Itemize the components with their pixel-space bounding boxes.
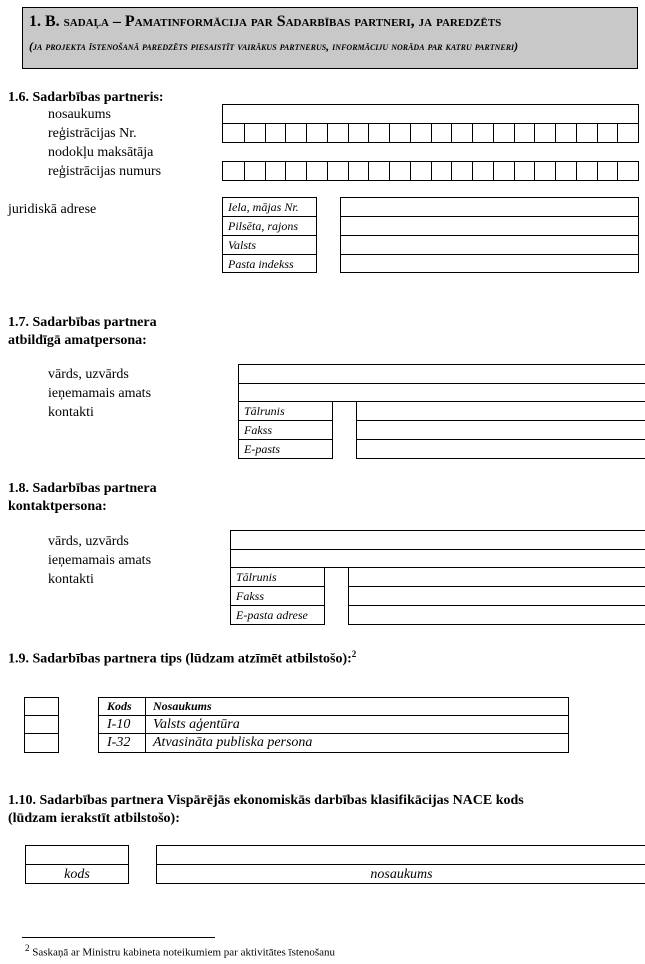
partner-name-field[interactable] xyxy=(222,104,639,124)
char-cell-divider xyxy=(348,124,349,142)
contact-person-labels xyxy=(230,567,325,625)
official-contact-labels xyxy=(238,401,333,459)
contact-person-fields[interactable] xyxy=(348,567,645,625)
table-row xyxy=(99,716,568,734)
char-cell-divider xyxy=(285,124,286,142)
char-cell-divider xyxy=(410,162,411,180)
char-cell-divider xyxy=(285,162,286,180)
char-cell-divider xyxy=(576,162,577,180)
heading-1-10-line2: (lūdzam ierakstīt atbilstošo): xyxy=(8,811,180,826)
label-tax-2: reģistrācijas numurs xyxy=(48,164,162,179)
heading-1-7-line2: atbildīgā amatpersona: xyxy=(8,333,147,348)
address-fields[interactable] xyxy=(340,197,639,273)
label-reg-number: reģistrācijas Nr. xyxy=(48,126,137,141)
col-name-header: Nosaukums xyxy=(153,699,212,713)
char-cell-divider xyxy=(389,124,390,142)
label-tax-1: nodokļu maksātāja xyxy=(48,145,154,160)
section-subtitle: (ja projekta īstenošanā paredzēts piesaistīt vairākus partnerus, informāciju norāda par katru partneri) xyxy=(29,39,519,53)
char-cell-divider xyxy=(265,162,266,180)
address-city-label: Pilsēta, rajons xyxy=(228,219,299,233)
official-name-field[interactable] xyxy=(238,383,645,384)
type-checkbox-i32[interactable] xyxy=(25,734,58,752)
footnote-number: 2 xyxy=(25,943,30,953)
contact-phone-field[interactable] xyxy=(349,568,645,587)
char-cell-divider xyxy=(555,162,556,180)
label-contact-position: ieņemamais amats xyxy=(48,553,152,568)
char-cell-divider xyxy=(597,162,598,180)
address-labels-table xyxy=(222,197,317,273)
char-cell-divider xyxy=(368,162,369,180)
char-cell-divider xyxy=(514,162,515,180)
char-cell-divider xyxy=(472,162,473,180)
heading-1-8-line1: 1.8. Sadarbības partnera xyxy=(8,481,157,496)
heading-1-10-line1: 1.10. Sadarbības partnera Vispārējās ekonomiskās darbības klasifikācijas NACE kods xyxy=(8,793,524,808)
char-cell-divider xyxy=(597,124,598,142)
label-contact-name: vārds, uzvārds xyxy=(48,534,129,549)
char-cell-divider xyxy=(555,124,556,142)
type-name: Atvasināta publiska persona xyxy=(153,735,313,750)
char-cell-divider xyxy=(244,162,245,180)
char-cell-divider xyxy=(244,124,245,142)
section-header xyxy=(22,7,638,69)
partner-type-table xyxy=(98,697,569,753)
contact-fax-label: Fakss xyxy=(236,589,264,603)
char-cell-divider xyxy=(514,124,515,142)
address-street-label: Iela, mājas Nr. xyxy=(228,200,299,214)
nace-code-label: kods xyxy=(64,867,90,882)
address-city-field[interactable] xyxy=(341,217,638,236)
official-email-label: E-pasts xyxy=(244,442,280,456)
nace-name-field[interactable] xyxy=(157,846,645,865)
type-code: I-10 xyxy=(107,717,131,732)
char-cell-divider xyxy=(431,162,432,180)
reg-number-field[interactable] xyxy=(222,123,639,143)
char-cell-divider xyxy=(617,124,618,142)
footnote-ref: 2 xyxy=(351,649,357,659)
type-checkbox-header xyxy=(25,698,58,716)
official-phone-field[interactable] xyxy=(357,402,645,421)
char-cell-divider xyxy=(368,124,369,142)
official-phone-label: Tālrunis xyxy=(244,404,285,418)
nace-code-box xyxy=(25,845,129,884)
type-code: I-32 xyxy=(107,735,131,750)
address-street-field[interactable] xyxy=(341,198,638,217)
char-cell-divider xyxy=(451,162,452,180)
label-legal-address: juridiskā adrese xyxy=(8,202,97,217)
nace-code-field[interactable] xyxy=(26,846,128,865)
char-cell-divider xyxy=(534,162,535,180)
footnote xyxy=(25,943,335,959)
heading-1-8-line2: kontaktpersona: xyxy=(8,499,107,514)
contact-name-field[interactable] xyxy=(230,549,645,550)
nace-name-box xyxy=(156,845,645,884)
tax-number-field[interactable] xyxy=(222,161,639,181)
contact-phone-label: Tālrunis xyxy=(236,570,277,584)
char-cell-divider xyxy=(327,124,328,142)
contact-email-label: E-pasta adrese xyxy=(236,608,308,622)
char-cell-divider xyxy=(451,124,452,142)
char-cell-divider xyxy=(348,162,349,180)
section-title: 1. B. sadaļa – Pamatinformācija par Sadarbības partneri, ja paredzēts xyxy=(29,13,502,30)
char-cell-divider xyxy=(576,124,577,142)
official-fax-field[interactable] xyxy=(357,421,645,440)
label-partner-name: nosaukums xyxy=(48,107,111,122)
address-country-label: Valsts xyxy=(228,238,257,252)
char-cell-divider xyxy=(431,124,432,142)
char-cell-divider xyxy=(493,162,494,180)
heading-1-6: 1.6. Sadarbības partneris: xyxy=(8,90,164,105)
char-cell-divider xyxy=(306,162,307,180)
address-country-field[interactable] xyxy=(341,236,638,255)
footnote-text: Saskaņā ar Ministru kabineta noteikumiem par aktivitātes īstenošanu xyxy=(32,946,335,959)
official-contact-fields[interactable] xyxy=(356,401,645,459)
official-fax-label: Fakss xyxy=(244,423,272,437)
type-checkbox-i10[interactable] xyxy=(25,716,58,734)
label-official-position: ieņemamais amats xyxy=(48,386,152,401)
char-cell-divider xyxy=(534,124,535,142)
type-name: Valsts aģentūra xyxy=(153,717,240,732)
char-cell-divider xyxy=(265,124,266,142)
char-cell-divider xyxy=(493,124,494,142)
char-cell-divider xyxy=(472,124,473,142)
contact-fax-field[interactable] xyxy=(349,587,645,606)
label-official-name: vārds, uzvārds xyxy=(48,367,129,382)
table-row xyxy=(99,734,568,752)
label-official-contacts: kontakti xyxy=(48,405,94,420)
label-contact-contacts: kontakti xyxy=(48,572,94,587)
char-cell-divider xyxy=(327,162,328,180)
footnote-divider xyxy=(22,937,215,938)
col-code-header: Kods xyxy=(107,699,132,713)
partner-type-checkboxes xyxy=(24,697,59,753)
char-cell-divider xyxy=(617,162,618,180)
char-cell-divider xyxy=(410,124,411,142)
char-cell-divider xyxy=(389,162,390,180)
address-postal-label: Pasta indekss xyxy=(228,257,294,271)
nace-name-label: nosaukums xyxy=(370,867,433,882)
heading-1-7-line1: 1.7. Sadarbības partnera xyxy=(8,315,157,330)
heading-1-9-text: 1.9. Sadarbības partnera tips (lūdzam atzīmēt atbilstošo): xyxy=(8,651,352,667)
heading-1-9 xyxy=(8,645,356,669)
char-cell-divider xyxy=(306,124,307,142)
